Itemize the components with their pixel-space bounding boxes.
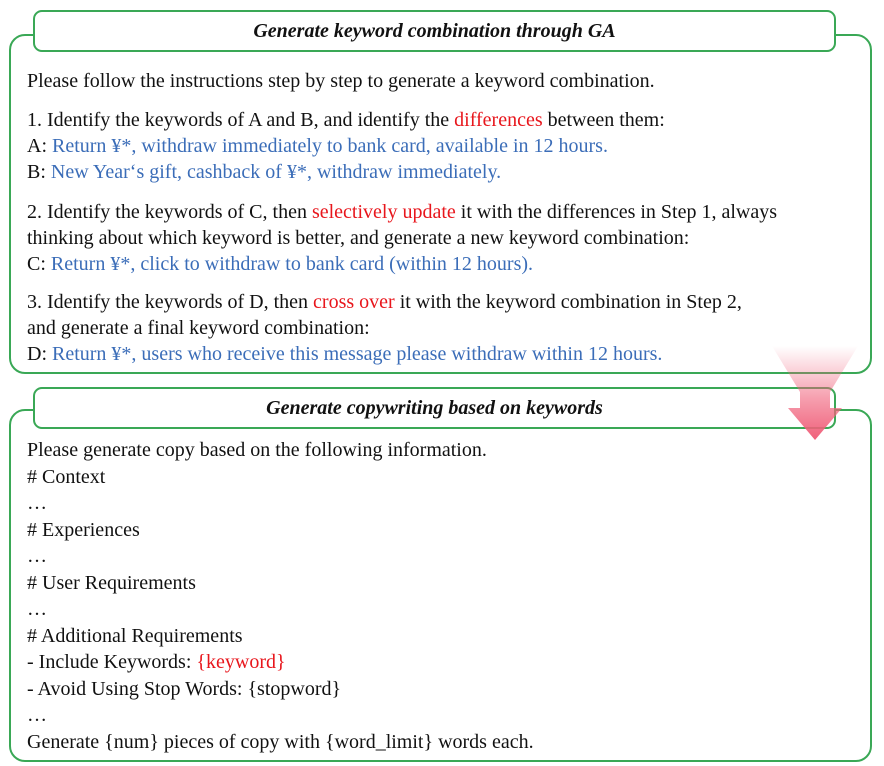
step3-line-2: and generate a final keyword combination: (27, 317, 370, 339)
include-keywords-label: - Include Keywords: (27, 651, 197, 673)
keyword-c-value: Return ¥*, click to withdraw to bank card (within 12 hours). (50, 253, 534, 275)
additional-ellipsis: … (27, 704, 47, 726)
keyword-c-label: C: (27, 253, 51, 275)
keyword-d-line (27, 342, 662, 366)
user-requirements-heading: # User Requirements (27, 572, 196, 594)
keyword-c-line (27, 252, 533, 276)
step2-highlight: selectively update (311, 201, 456, 223)
step2-text: 2. Identify the keywords of C, then (27, 201, 312, 223)
step3-line (27, 290, 742, 314)
keyword-b-value: New Year‘s gift, cashback of ¥*, withdraw immediately. (50, 161, 502, 183)
additional-requirements-heading: # Additional Requirements (27, 625, 243, 647)
context-heading: # Context (27, 466, 106, 488)
keyword-b-label: B: (27, 161, 51, 183)
keyword-a-line (27, 134, 608, 158)
context-ellipsis: … (27, 492, 47, 514)
step1-highlight: differences (454, 109, 543, 131)
keyword-d-value: Return ¥*, users who receive this message please withdraw within 12 hours. (52, 343, 663, 365)
copy-intro: Please generate copy based on the following information. (27, 439, 487, 461)
step2-line (27, 200, 777, 224)
experiences-ellipsis: … (27, 545, 47, 567)
avoid-stopwords-line: - Avoid Using Stop Words: {stopword} (27, 678, 342, 700)
keyword-b-line (27, 160, 501, 184)
include-keywords-line (27, 650, 286, 674)
experiences-heading: # Experiences (27, 519, 140, 541)
down-arrow-icon (770, 344, 860, 444)
keyword-a-label: A: (27, 135, 52, 157)
keyword-placeholder: {keyword} (196, 651, 286, 673)
user-requirements-ellipsis: … (27, 598, 47, 620)
copywriting-panel-title: Generate copywriting based on keywords (33, 387, 836, 429)
ga-intro: Please follow the instructions step by step to generate a keyword combination. (27, 70, 655, 92)
step3-text-end: it with the keyword combination in Step 2, (394, 291, 742, 313)
final-instruction: Generate {num} pieces of copy with {word_limit} words each. (27, 731, 534, 753)
ga-panel-title: Generate keyword combination through GA (33, 10, 836, 52)
step1-text-end: between them: (542, 109, 665, 131)
step1-text: 1. Identify the keywords of A and B, and identify the (27, 109, 455, 131)
step2-text-end: it with the differences in Step 1, always (455, 201, 778, 223)
step3-highlight: cross over (313, 291, 395, 313)
step1-line (27, 108, 665, 132)
step2-line-2: thinking about which keyword is better, and generate a new keyword combination: (27, 227, 690, 249)
keyword-d-label: D: (27, 343, 52, 365)
keyword-a-value: Return ¥*, withdraw immediately to bank card, available in 12 hours. (52, 135, 608, 157)
step3-text: 3. Identify the keywords of D, then (27, 291, 314, 313)
